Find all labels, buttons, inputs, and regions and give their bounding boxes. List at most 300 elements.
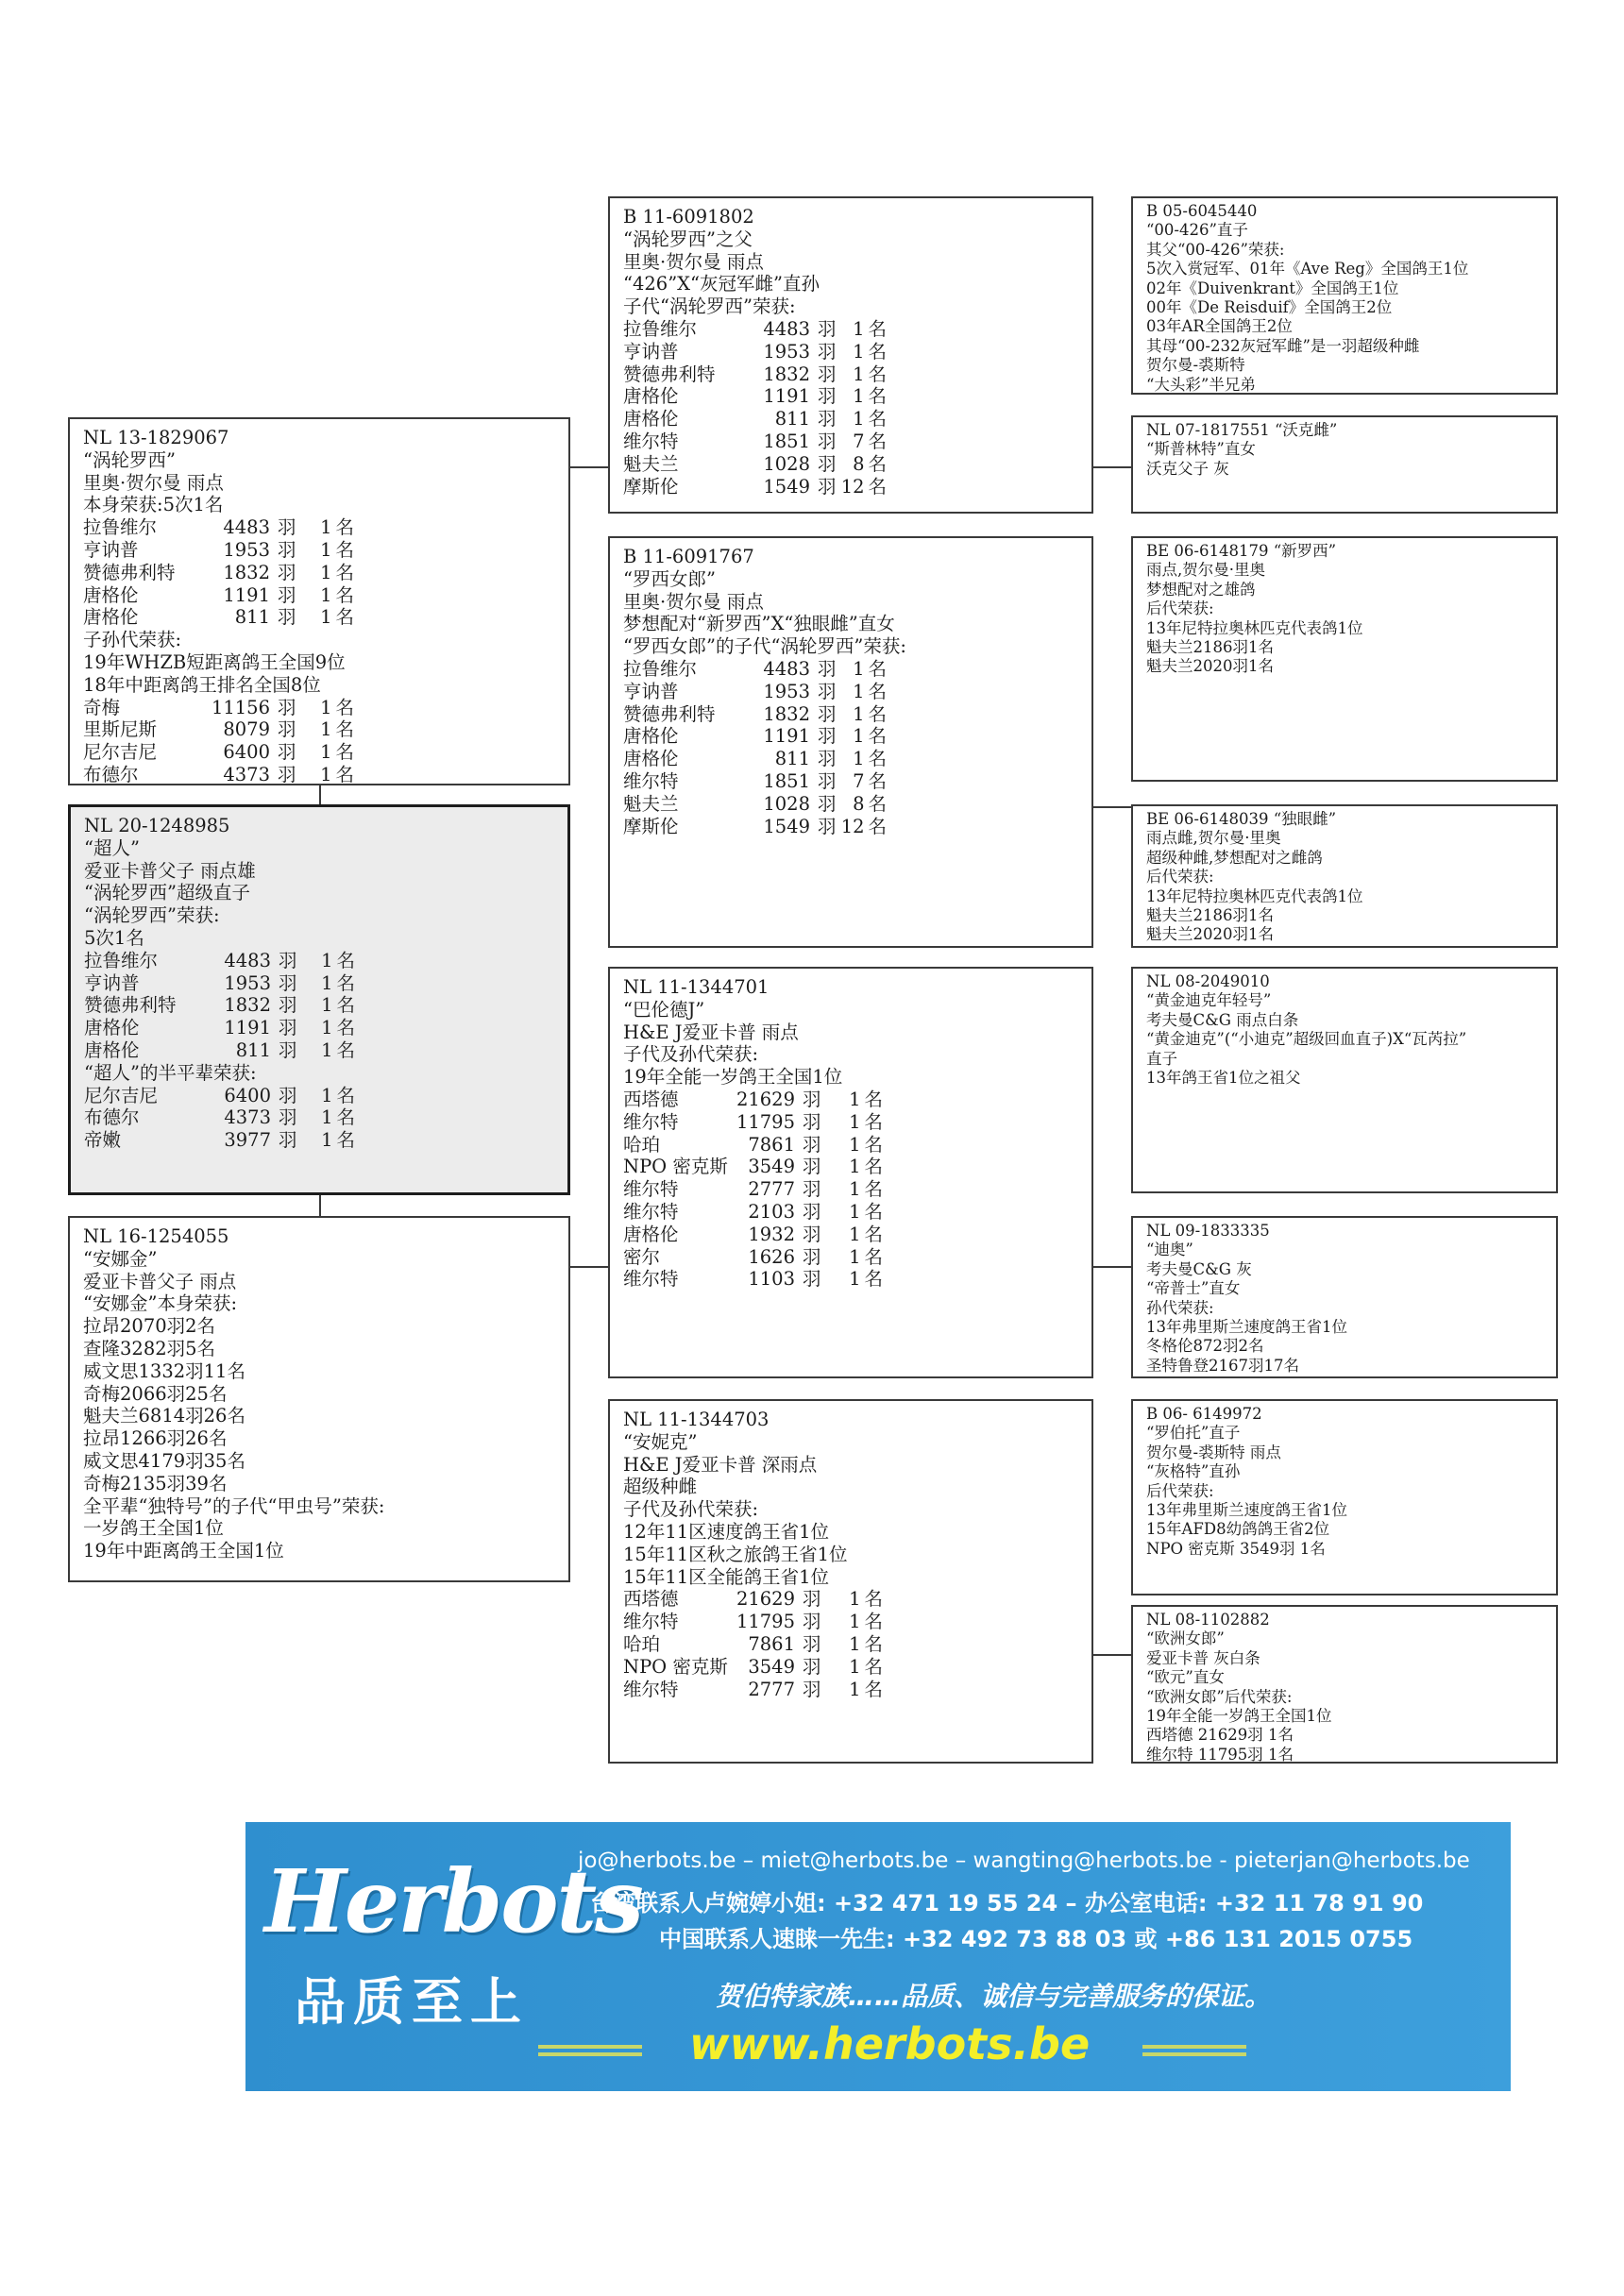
result-row (84, 1039, 554, 1062)
text-line: “黄金迪克”(“小迪克”超级回血直子)X“瓦芮拉” (1146, 1030, 1467, 1049)
result-unit: 羽 (279, 1084, 297, 1106)
text-line: NL 16-1254055 (83, 1225, 229, 1247)
result-birds: 6400 (224, 1084, 271, 1106)
connector-line (1093, 1654, 1131, 1656)
result-race: 哈珀 (623, 1133, 661, 1156)
tagline: 贺伯特家族……品质、诚信与完善服务的保证。 (716, 1981, 1272, 2012)
result-row (83, 764, 555, 786)
result-place: 1 (321, 1129, 333, 1152)
result-unit: 羽 (818, 702, 837, 725)
text-line: NPO 密克斯 3549羽 1名 (1146, 1539, 1326, 1558)
text-line: 贺尔曼-裘斯特 雨点 (1146, 1443, 1281, 1461)
result-race: 尼尔吉尼 (84, 1084, 159, 1106)
text-line: NL 08-1102882 (1146, 1611, 1270, 1629)
text-line: 19年全能一岁鸽王全国1位 (1146, 1707, 1332, 1726)
email-contacts: jo@herbots.be – miet@herbots.be – wangting@herbots.be - pieterjan@herbots.be (578, 1849, 1470, 1873)
text-line: 13年弗里斯兰速度鸽王省1位 (1146, 1501, 1347, 1520)
pedigree-box-g3-8 (1131, 1605, 1558, 1764)
result-row (623, 1611, 1078, 1633)
result-place: 8 (853, 452, 865, 475)
result-row (623, 341, 1078, 363)
result-row (623, 430, 1078, 453)
result-birds: 4483 (223, 516, 270, 539)
result-row (83, 606, 555, 629)
result-unit: 羽 (278, 516, 296, 539)
text-line: 奇梅2135羽39名 (83, 1472, 228, 1494)
text-line: 爱亚卡普父子 雨点雄 (84, 859, 256, 882)
connector-line (1093, 1266, 1131, 1268)
text-line: 贺尔曼-裘斯特 (1146, 356, 1245, 375)
result-rank: 名 (335, 763, 355, 785)
text-line: 魁夫兰2186羽1名 (1146, 638, 1274, 657)
box-text (84, 815, 554, 950)
text-line: “涡轮罗西”荣获: (84, 904, 220, 927)
result-rank: 名 (864, 1088, 884, 1110)
result-place: 1 (853, 385, 865, 408)
result-rank: 名 (864, 1156, 884, 1178)
connector-line (1093, 466, 1131, 468)
text-line: NL 07-1817551 “沃克雌” (1146, 421, 1338, 439)
result-rank: 名 (335, 718, 355, 741)
result-birds: 1832 (763, 702, 810, 725)
result-race: 拉鲁维尔 (623, 317, 698, 340)
result-race: 布德尔 (83, 763, 139, 785)
result-race: 亨讷普 (84, 971, 140, 994)
result-race: 亨讷普 (623, 340, 679, 363)
result-birds: 1953 (763, 680, 810, 702)
result-birds: 11156 (211, 696, 270, 718)
box-text (83, 427, 555, 516)
result-unit: 羽 (818, 317, 837, 340)
text-line: 13年弗里斯兰速度鸽王省1位 (1146, 1318, 1347, 1337)
result-birds: 4483 (763, 657, 810, 680)
result-place: 1 (849, 1588, 861, 1611)
pedigree-box-sire-sire (608, 196, 1093, 514)
result-rank: 名 (868, 657, 888, 680)
result-unit: 羽 (803, 1611, 821, 1633)
pedigree-box-dam-dam (608, 1399, 1093, 1764)
china-contact: 中国联系人速睐一先生: +32 492 73 88 03 或 +86 131 2015 0755 (659, 1926, 1413, 1952)
text-line: B 05-6045440 (1146, 202, 1258, 220)
text-line: 13年尼特拉奥林匹克代表鸽1位 (1146, 886, 1363, 905)
result-row (623, 770, 1078, 793)
result-birds: 1932 (748, 1223, 795, 1245)
result-race: 摩斯伦 (623, 815, 679, 837)
result-birds: 11795 (736, 1110, 795, 1133)
box-text (1146, 1611, 1543, 1764)
result-rank: 名 (864, 1632, 884, 1655)
result-row (623, 793, 1078, 816)
text-line: 超级种雌 (623, 1476, 698, 1498)
result-birds: 4483 (224, 949, 271, 971)
text-line: 里奥·贺尔曼 雨点 (623, 590, 764, 613)
connector-line (570, 466, 608, 468)
result-row (83, 516, 555, 539)
text-line: 子代及孙代荣获: (623, 1043, 759, 1066)
result-birds: 1851 (763, 769, 810, 792)
text-line: “罗西女郎” (623, 567, 716, 590)
result-race: 西塔德 (623, 1588, 679, 1611)
result-race: NPO 密克斯 (623, 1655, 728, 1678)
result-birds: 1103 (748, 1268, 795, 1291)
result-rank: 名 (868, 792, 888, 815)
result-birds: 8079 (223, 718, 270, 741)
result-rank: 名 (335, 741, 355, 764)
result-place: 1 (321, 949, 333, 971)
result-birds: 811 (234, 606, 270, 629)
text-line: “欧洲女郎”后代荣获: (1146, 1687, 1293, 1706)
result-place: 1 (853, 702, 865, 725)
text-line: “灰格特”直孙 (1146, 1462, 1241, 1481)
result-race: 唐格伦 (84, 1017, 140, 1039)
box-text (623, 976, 1078, 1089)
text-line: 19年WHZB短距离鸽王全国9位 (83, 650, 346, 673)
result-place: 1 (849, 1178, 861, 1201)
text-line: 后代荣获: (1146, 1481, 1214, 1500)
text-line: NL 09-1833335 (1146, 1222, 1270, 1240)
result-race: 唐格伦 (623, 1223, 679, 1245)
text-line: 5次入赏冠军、01年《Ave Reg》全国鸽王1位 (1146, 260, 1469, 279)
box-text (1146, 202, 1543, 395)
box-text (623, 206, 1078, 318)
result-place: 1 (320, 696, 332, 718)
result-race: 赞德弗利特 (623, 702, 716, 725)
result-row (623, 816, 1078, 838)
result-birds: 1549 (763, 475, 810, 498)
result-place: 1 (853, 317, 865, 340)
result-unit: 羽 (803, 1088, 821, 1110)
result-row (623, 363, 1078, 386)
website-link[interactable]: www.herbots.be (689, 2018, 1091, 2069)
result-place: 1 (320, 561, 332, 583)
result-place: 1 (320, 538, 332, 561)
result-race: 唐格伦 (83, 606, 139, 629)
text-line: 子代及孙代荣获: (623, 1498, 759, 1521)
result-unit: 羽 (818, 475, 837, 498)
result-unit: 羽 (818, 657, 837, 680)
text-line: 拉昂1266羽26名 (83, 1427, 228, 1450)
result-row (83, 562, 555, 584)
result-rank: 名 (336, 1129, 356, 1152)
result-rank: 名 (864, 1611, 884, 1633)
pedigree-box-dam-sire (608, 967, 1093, 1378)
result-unit: 羽 (279, 994, 297, 1017)
result-place: 1 (320, 718, 332, 741)
result-row (84, 994, 554, 1017)
result-unit: 羽 (818, 748, 837, 770)
text-line: 00年《De Reisduif》全国鸽王2位 (1146, 298, 1393, 317)
result-rank: 名 (864, 1133, 884, 1156)
text-line: 5次1名 (84, 926, 144, 949)
text-line: 一岁鸽王全国1位 (83, 1517, 224, 1540)
result-birds: 1953 (223, 538, 270, 561)
result-race: 尼尔吉尼 (83, 741, 158, 764)
results-table (623, 658, 1078, 837)
result-place: 1 (849, 1611, 861, 1633)
text-line: 02年《Duivenkrant》全国鸽王1位 (1146, 279, 1399, 297)
text-line: “超人”的半平辈荣获: (84, 1061, 257, 1084)
result-birds: 1832 (223, 561, 270, 583)
pedigree-box-g3-7 (1131, 1399, 1558, 1595)
result-unit: 羽 (279, 1038, 297, 1061)
result-row (623, 385, 1078, 408)
text-line: NL 08-2049010 (1146, 972, 1270, 990)
text-line: 维尔特 11795羽 1名 (1146, 1745, 1294, 1764)
result-unit: 羽 (279, 1106, 297, 1129)
result-unit: 羽 (803, 1588, 821, 1611)
result-row (83, 697, 555, 719)
text-line: 本身荣获:5次1名 (83, 494, 224, 516)
text-line: 后代荣获: (1146, 868, 1214, 886)
result-rank: 名 (868, 430, 888, 452)
result-unit: 羽 (818, 815, 837, 837)
result-place: 1 (320, 583, 332, 606)
result-birds: 3977 (224, 1129, 271, 1152)
result-birds: 1028 (763, 792, 810, 815)
connector-line (319, 785, 321, 804)
pedigree-box-subject (68, 804, 570, 1195)
result-row (623, 1201, 1078, 1224)
result-row (623, 703, 1078, 726)
result-place: 8 (853, 792, 865, 815)
result-row (623, 476, 1078, 498)
text-line: 魁夫兰2186羽1名 (1146, 906, 1274, 925)
result-race: 里斯尼斯 (83, 718, 158, 741)
result-row (83, 741, 555, 764)
result-place: 7 (853, 430, 865, 452)
result-row (623, 1268, 1078, 1291)
result-rank: 名 (336, 1084, 356, 1106)
text-line: “涡轮罗西”超级直子 (84, 882, 250, 904)
result-place: 1 (853, 408, 865, 430)
result-unit: 羽 (279, 1017, 297, 1039)
result-birds: 11795 (736, 1611, 795, 1633)
text-line: H&E J爱亚卡普 深雨点 (623, 1453, 818, 1476)
text-line: 其母“00-232灰冠军雌”是一羽超级种雌 (1146, 336, 1420, 355)
text-line: “罗伯托”直子 (1146, 1424, 1241, 1443)
result-rank: 名 (868, 452, 888, 475)
result-rank: 名 (864, 1178, 884, 1201)
box-text (1146, 972, 1543, 1088)
text-line: “安娜金”本身荣获: (83, 1292, 238, 1315)
text-line: “安娜金” (83, 1247, 158, 1270)
results-table (623, 1089, 1078, 1291)
result-place: 1 (321, 1084, 333, 1106)
box-text (1146, 421, 1543, 479)
result-birds: 1191 (223, 583, 270, 606)
result-race: NPO 密克斯 (623, 1156, 728, 1178)
result-birds: 2777 (748, 1178, 795, 1201)
result-rank: 名 (336, 949, 356, 971)
result-birds: 4483 (763, 317, 810, 340)
result-row (84, 1085, 554, 1107)
result-place: 1 (849, 1200, 861, 1223)
result-place: 1 (321, 994, 333, 1017)
box-text (83, 1225, 555, 1562)
text-line: 考夫曼C&G 雨点白条 (1146, 1010, 1299, 1029)
result-birds: 4373 (224, 1106, 271, 1129)
text-line: “欧元”直女 (1146, 1668, 1225, 1687)
results-table (83, 516, 555, 629)
result-race: 维尔特 (623, 1268, 679, 1291)
text-line: 子代“涡轮罗西”荣获: (623, 295, 796, 318)
result-row (623, 1156, 1078, 1178)
result-unit: 羽 (279, 971, 297, 994)
result-row (623, 1633, 1078, 1656)
result-row (623, 1089, 1078, 1111)
result-place: 1 (321, 1038, 333, 1061)
result-unit: 羽 (818, 680, 837, 702)
box-text (1146, 1405, 1543, 1559)
result-place: 1 (853, 748, 865, 770)
result-race: 维尔特 (623, 1110, 679, 1133)
text-line: 15年11区秋之旅鸽王省1位 (623, 1543, 848, 1565)
result-row (623, 1178, 1078, 1201)
text-line: 魁夫兰2020羽1名 (1146, 657, 1274, 676)
result-birds: 811 (774, 748, 810, 770)
result-race: 维尔特 (623, 430, 679, 452)
result-row (623, 1588, 1078, 1611)
box-text (623, 546, 1078, 658)
result-birds: 21629 (736, 1088, 795, 1110)
result-birds: 7861 (748, 1133, 795, 1156)
result-birds: 4373 (223, 763, 270, 785)
text-line: H&E J爱亚卡普 雨点 (623, 1021, 799, 1043)
text-line: B 11-6091802 (623, 206, 754, 228)
result-row (84, 1106, 554, 1129)
result-rank: 名 (868, 385, 888, 408)
text-line: “00-426”直子 (1146, 221, 1248, 240)
result-unit: 羽 (803, 1632, 821, 1655)
result-place: 1 (849, 1110, 861, 1133)
result-place: 1 (321, 971, 333, 994)
box-text (623, 1409, 1078, 1588)
result-row (84, 1129, 554, 1152)
result-unit: 羽 (803, 1156, 821, 1178)
result-birds: 1191 (224, 1017, 271, 1039)
pedigree-box-g3-3 (1131, 536, 1558, 782)
result-race: 帝嫩 (84, 1129, 122, 1152)
text-line: “426”X“灰冠军雌”直孙 (623, 273, 820, 295)
result-place: 1 (849, 1655, 861, 1678)
result-rank: 名 (868, 702, 888, 725)
result-rank: 名 (336, 1017, 356, 1039)
result-rank: 名 (868, 408, 888, 430)
text-line: 梦想配对之雄鸽 (1146, 580, 1256, 599)
result-place: 1 (849, 1156, 861, 1178)
result-rank: 名 (336, 1038, 356, 1061)
result-rank: 名 (868, 680, 888, 702)
text-line: 13年鸽王省1位之祖父 (1146, 1069, 1301, 1088)
result-birds: 7861 (748, 1632, 795, 1655)
text-line: 03年AR全国鸽王2位 (1146, 317, 1293, 336)
text-line: 12年11区速度鸽王省1位 (623, 1520, 830, 1543)
result-birds: 1832 (763, 363, 810, 385)
box-text (1146, 1222, 1543, 1376)
result-place: 1 (320, 741, 332, 764)
result-race: 布德尔 (84, 1106, 140, 1129)
results-table (623, 318, 1078, 498)
result-rank: 名 (868, 363, 888, 385)
result-row (623, 1656, 1078, 1679)
result-row (623, 408, 1078, 430)
result-unit: 羽 (278, 741, 296, 764)
text-line: 直子 (1146, 1049, 1177, 1068)
result-place: 1 (320, 606, 332, 629)
text-line: “安妮克” (623, 1430, 698, 1453)
result-race: 密尔 (623, 1245, 661, 1268)
result-rank: 名 (864, 1200, 884, 1223)
text-line: BE 06-6148039 “独眼雌” (1146, 810, 1337, 828)
result-race: 唐格伦 (623, 408, 679, 430)
results-table-2 (83, 697, 555, 786)
connector-line (1093, 806, 1131, 808)
result-birds: 1191 (763, 725, 810, 748)
result-unit: 羽 (803, 1268, 821, 1291)
result-race: 哈珀 (623, 1632, 661, 1655)
decorative-line (538, 2052, 642, 2056)
result-place: 12 (840, 475, 865, 498)
result-unit: 羽 (278, 718, 296, 741)
result-place: 7 (853, 769, 865, 792)
result-unit: 羽 (803, 1178, 821, 1201)
result-place: 1 (853, 340, 865, 363)
result-unit: 羽 (278, 561, 296, 583)
result-race: 亨讷普 (623, 680, 679, 702)
result-birds: 1549 (763, 815, 810, 837)
text-line: 18年中距离鸽王排名全国8位 (83, 673, 321, 696)
result-rank: 名 (868, 815, 888, 837)
text-line: “罗西女郎”的子代“涡轮罗西”荣获: (623, 635, 906, 658)
result-race: 奇梅 (83, 696, 121, 718)
text-line: “大头彩”半兄弟 (1146, 375, 1256, 394)
text-line: 超级种雌,梦想配对之雌鸽 (1146, 848, 1323, 867)
text-line: 梦想配对“新罗西”X“独眼雌”直女 (623, 613, 895, 635)
result-race: 维尔特 (623, 1678, 679, 1700)
pedigree-box-g3-5 (1131, 967, 1558, 1193)
text-line: 威文思1332羽11名 (83, 1359, 245, 1382)
text-line: “涡轮罗西” (83, 448, 176, 471)
text-line: 沃克父子 灰 (1146, 459, 1229, 478)
result-rank: 名 (868, 317, 888, 340)
result-rank: 名 (336, 1106, 356, 1129)
pedigree-box-g3-4 (1131, 804, 1558, 948)
result-place: 1 (853, 657, 865, 680)
box-text-2 (83, 629, 555, 696)
text-line: NL 20-1248985 (84, 815, 230, 836)
result-place: 1 (320, 516, 332, 539)
result-unit: 羽 (278, 606, 296, 629)
result-rank: 名 (868, 769, 888, 792)
text-line: 奇梅2066羽25名 (83, 1382, 228, 1405)
result-birds: 1028 (763, 452, 810, 475)
result-birds: 1953 (224, 971, 271, 994)
result-place: 1 (320, 763, 332, 785)
box-text (1146, 542, 1543, 677)
herbots-banner (245, 1822, 1511, 2091)
result-unit: 羽 (818, 363, 837, 385)
text-line: 13年尼特拉奥林匹克代表鸽1位 (1146, 618, 1363, 637)
text-line: 圣特鲁登2167羽17名 (1146, 1356, 1299, 1375)
text-line: 爱亚卡普 灰白条 (1146, 1648, 1260, 1667)
pedigree-box-g3-6 (1131, 1216, 1558, 1378)
result-race: 拉鲁维尔 (83, 516, 158, 539)
result-row (84, 1017, 554, 1039)
result-place: 1 (849, 1133, 861, 1156)
result-unit: 羽 (278, 538, 296, 561)
result-race: 拉鲁维尔 (84, 949, 159, 971)
result-row (623, 1134, 1078, 1156)
